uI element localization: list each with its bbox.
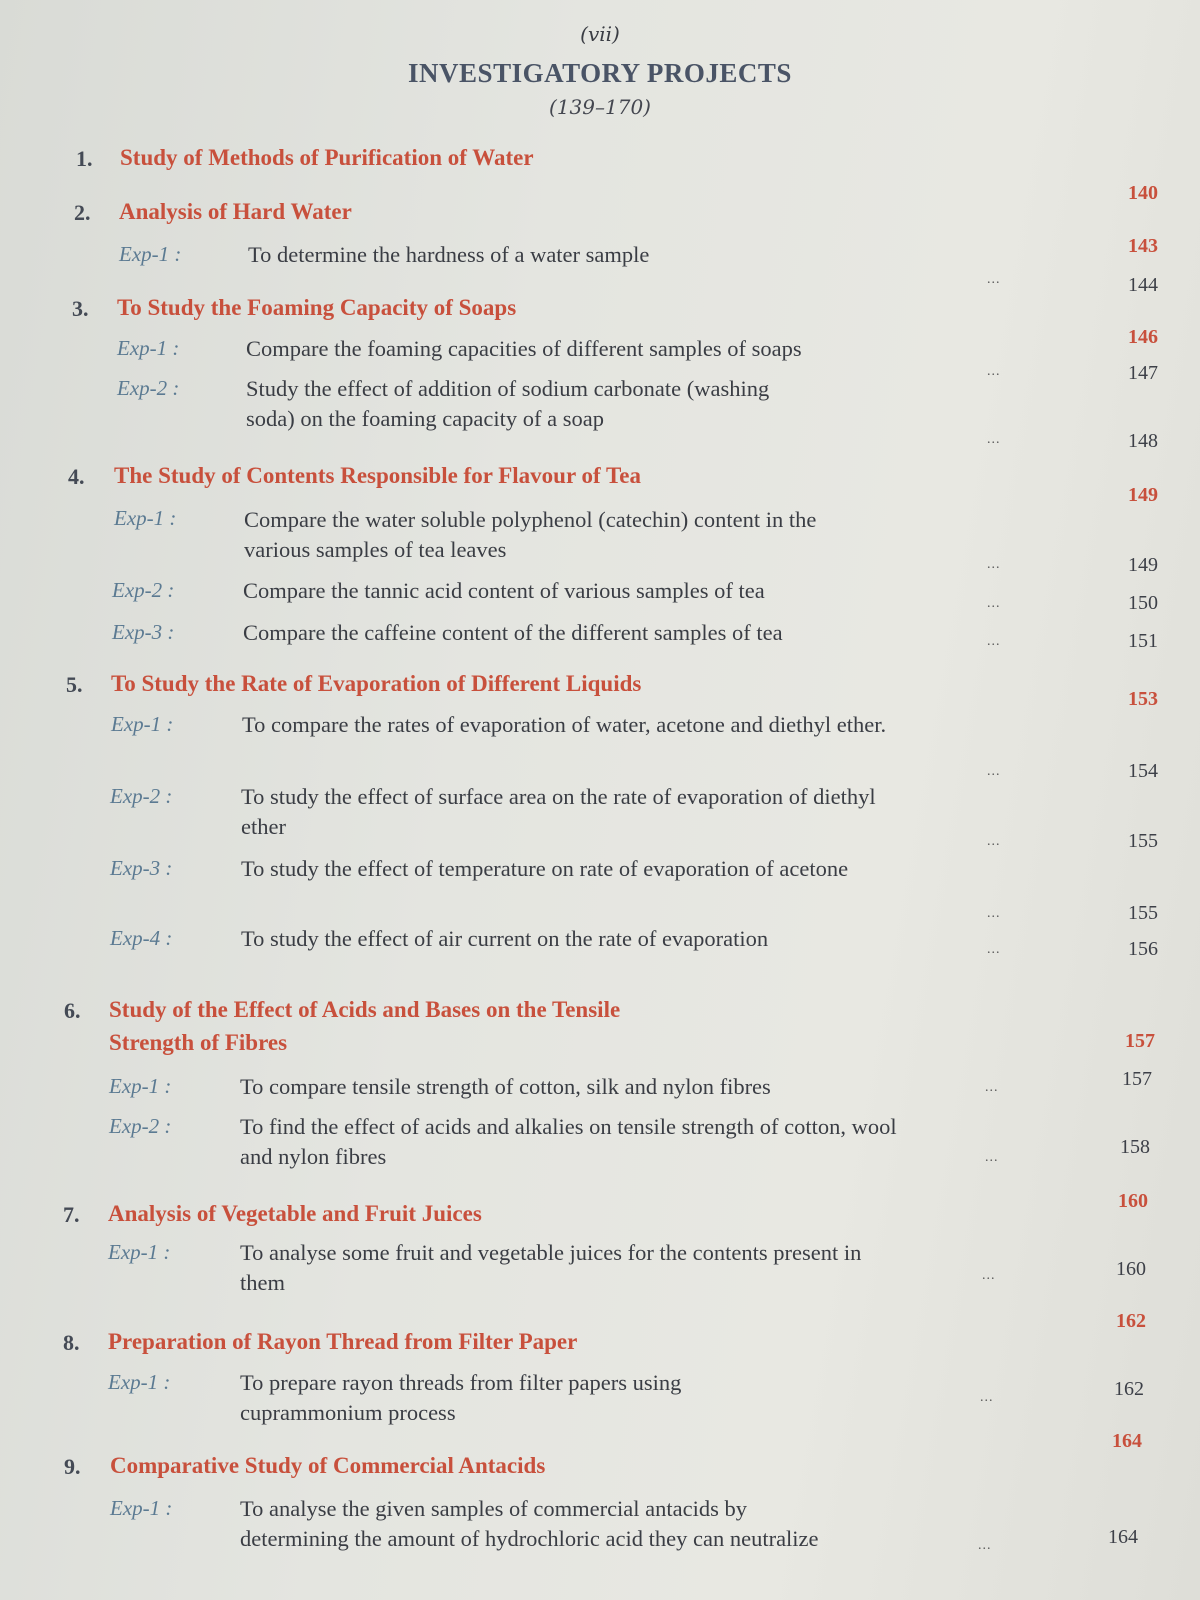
exp-label: Exp-4 : <box>110 926 173 950</box>
exp-text: To determine the hardness of a water sample <box>248 242 650 267</box>
exp-page-number: 144 <box>1128 274 1158 296</box>
leader-dots: ... <box>987 432 1001 447</box>
exp-text: To compare tensile strength of cotton, silk and nylon fibres <box>240 1074 771 1099</box>
section-number: 9. <box>64 1454 81 1479</box>
exp-label: Exp-1 : <box>108 1370 171 1394</box>
leader-dots: ... <box>987 634 1001 649</box>
page-range: (139–170) <box>549 95 651 119</box>
leader-dots: ... <box>987 942 1001 957</box>
exp-page-number: 160 <box>1116 1258 1146 1280</box>
exp-text: To analyse the given samples of commercial antacids by determining the amount of hydrochloric acid they can neutralize <box>240 1496 819 1551</box>
exp-text: Compare the foaming capacities of different samples of soaps <box>246 336 802 361</box>
section-title-line1: Study of the Effect of Acids and Bases on the Tensile <box>109 997 621 1022</box>
exp-label: Exp-2 : <box>112 578 175 602</box>
leader-dots: ... <box>987 596 1001 611</box>
exp-text: To prepare rayon threads from filter papers using cuprammonium process <box>240 1370 682 1425</box>
section-title: Preparation of Rayon Thread from Filter Paper <box>108 1329 578 1354</box>
section-title: Analysis of Hard Water <box>119 199 352 224</box>
exp-label: Exp-2 : <box>117 376 180 400</box>
exp-label: Exp-1 : <box>108 1240 171 1264</box>
exp-page-number: 164 <box>1108 1526 1138 1548</box>
exp-label: Exp-1 : <box>119 242 182 266</box>
section-number: 5. <box>66 672 83 697</box>
section-title: The Study of Contents Responsible for Flavour of Tea <box>114 463 641 488</box>
section-number: 1. <box>76 146 93 171</box>
section-title: Study of Methods of Purification of Water <box>120 145 534 170</box>
exp-label: Exp-2 : <box>109 1114 172 1138</box>
exp-label: Exp-1 : <box>114 506 177 530</box>
section-number: 8. <box>63 1330 80 1355</box>
exp-text: Compare the caffeine content of the different samples of tea <box>243 620 783 645</box>
exp-label: Exp-2 : <box>110 784 173 808</box>
leader-dots: ... <box>978 1538 992 1553</box>
section-number: 4. <box>68 464 85 489</box>
section-number: 6. <box>64 998 81 1023</box>
section-page-number: 160 <box>1118 1190 1148 1212</box>
section-title: To Study the Rate of Evaporation of Different Liquids <box>111 671 642 696</box>
section-page-number: 149 <box>1128 484 1158 506</box>
leader-dots: ... <box>987 764 1001 779</box>
section-title-line2: Strength of Fibres <box>109 1030 288 1055</box>
leader-dots: ... <box>985 1150 999 1165</box>
leader-dots: ... <box>987 272 1001 287</box>
section-page-number: 157 <box>1125 1030 1155 1052</box>
exp-page-number: 155 <box>1128 902 1158 924</box>
exp-page-number: 156 <box>1128 938 1158 960</box>
leader-dots: ... <box>985 1080 999 1095</box>
section-page-number: 164 <box>1112 1430 1142 1452</box>
section-page-number: 146 <box>1128 326 1158 348</box>
leader-dots: ... <box>987 557 1001 572</box>
section-title: To Study the Foaming Capacity of Soaps <box>117 295 517 320</box>
exp-page-number: 150 <box>1128 592 1158 614</box>
exp-text: To study the effect of surface area on the rate of evaporation of diethyl ether <box>241 784 876 839</box>
exp-page-number: 158 <box>1120 1136 1150 1158</box>
exp-page-number: 149 <box>1128 554 1158 576</box>
section-page-number: 143 <box>1128 235 1158 257</box>
section-page-number: 162 <box>1116 1310 1146 1332</box>
exp-label: Exp-3 : <box>110 856 173 880</box>
exp-text: To study the effect of air current on the rate of evaporation <box>241 926 769 951</box>
exp-page-number: 155 <box>1128 830 1158 852</box>
leader-dots: ... <box>980 1390 994 1405</box>
section-title: Comparative Study of Commercial Antacids <box>110 1453 546 1478</box>
leader-dots: ... <box>987 834 1001 849</box>
leader-dots: ... <box>982 1268 996 1283</box>
exp-text: To find the effect of acids and alkalies on tensile strength of cotton, wool and nylon fibres <box>240 1114 897 1169</box>
exp-text: Compare the tannic acid content of various samples of tea <box>243 578 765 603</box>
exp-page-number: 162 <box>1114 1378 1144 1400</box>
exp-page-number: 154 <box>1128 760 1158 782</box>
leader-dots: ... <box>987 364 1001 379</box>
exp-page-number: 147 <box>1128 362 1158 384</box>
exp-text: To analyse some fruit and vegetable juices for the contents present in them <box>240 1240 862 1295</box>
exp-page-number: 157 <box>1122 1068 1152 1090</box>
section-number: 7. <box>63 1202 80 1227</box>
section-page-number: 140 <box>1128 182 1158 204</box>
section-page-number: 153 <box>1128 688 1158 710</box>
exp-page-number: 151 <box>1128 630 1158 652</box>
exp-label: Exp-3 : <box>112 620 175 644</box>
page-title: INVESTIGATORY PROJECTS <box>408 58 792 88</box>
exp-label: Exp-1 : <box>111 712 174 736</box>
leader-dots: ... <box>987 906 1001 921</box>
exp-text: To study the effect of temperature on rate of evaporation of acetone <box>241 856 849 881</box>
section-number: 2. <box>74 200 91 225</box>
exp-label: Exp-1 : <box>110 1496 173 1520</box>
exp-text: To compare the rates of evaporation of water, acetone and diethyl ether. <box>242 712 887 737</box>
exp-text: Study the effect of addition of sodium carbonate (washing soda) on the foaming capacity of a soap <box>246 376 770 431</box>
exp-page-number: 148 <box>1128 430 1158 452</box>
exp-label: Exp-1 : <box>109 1074 172 1098</box>
page-roman-numeral: (vii) <box>580 22 620 46</box>
exp-text: Compare the water soluble polyphenol (catechin) content in the various samples of tea leaves <box>244 507 817 562</box>
section-title: Analysis of Vegetable and Fruit Juices <box>108 1201 482 1226</box>
exp-label: Exp-1 : <box>117 336 180 360</box>
section-number: 3. <box>72 296 89 321</box>
